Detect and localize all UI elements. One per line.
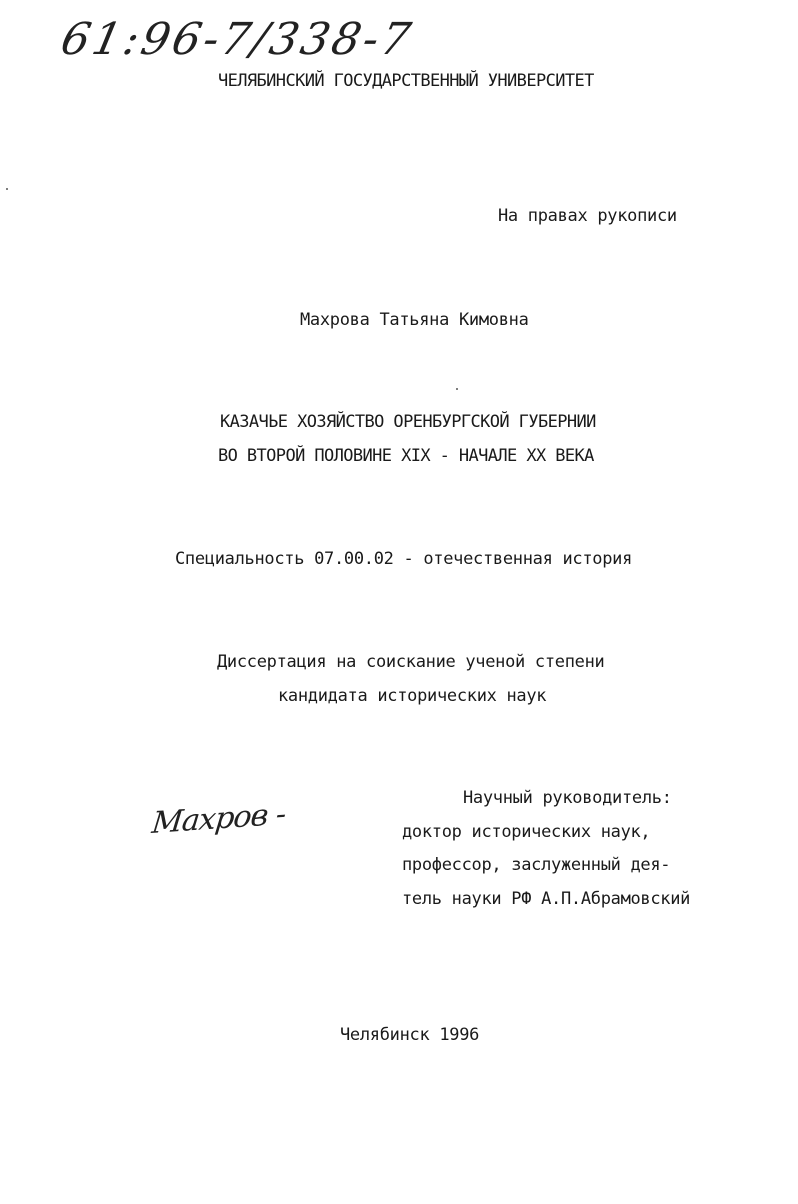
manuscript-note: На правах рукописи bbox=[498, 206, 677, 226]
author-name: Махрова Татьяна Кимовна bbox=[300, 310, 529, 330]
supervisor-name: тель науки РФ А.П.Абрамовский bbox=[402, 889, 691, 909]
specialty: Специальность 07.00.02 - отечественная история bbox=[175, 549, 633, 569]
title-line-2: ВО ВТОРОЙ ПОЛОВИНЕ XIX - НАЧАЛЕ XX ВЕКА bbox=[218, 446, 594, 466]
university-name: ЧЕЛЯБИНСКИЙ ГОСУДАРСТВЕННЫЙ УНИВЕРСИТЕТ bbox=[218, 71, 594, 91]
paper-speck bbox=[456, 388, 458, 390]
place-year: Челябинск 1996 bbox=[340, 1025, 480, 1045]
supervisor-heading: Научный руководитель: bbox=[463, 788, 672, 808]
dissertation-line-1: Диссертация на соискание ученой степени bbox=[217, 652, 605, 672]
archive-code-handwritten: 61:96-7/338-7 bbox=[56, 14, 418, 65]
dissertation-line-2: кандидата исторических наук bbox=[278, 686, 547, 706]
paper-speck bbox=[6, 188, 8, 190]
author-signature: Махров - bbox=[150, 796, 288, 841]
supervisor-title: профессор, заслуженный дея- bbox=[402, 855, 671, 875]
title-line-1: КАЗАЧЬЕ ХОЗЯЙСТВО ОРЕНБУРГСКОЙ ГУБЕРНИИ bbox=[220, 412, 596, 432]
supervisor-degree: доктор исторических наук, bbox=[402, 822, 651, 842]
